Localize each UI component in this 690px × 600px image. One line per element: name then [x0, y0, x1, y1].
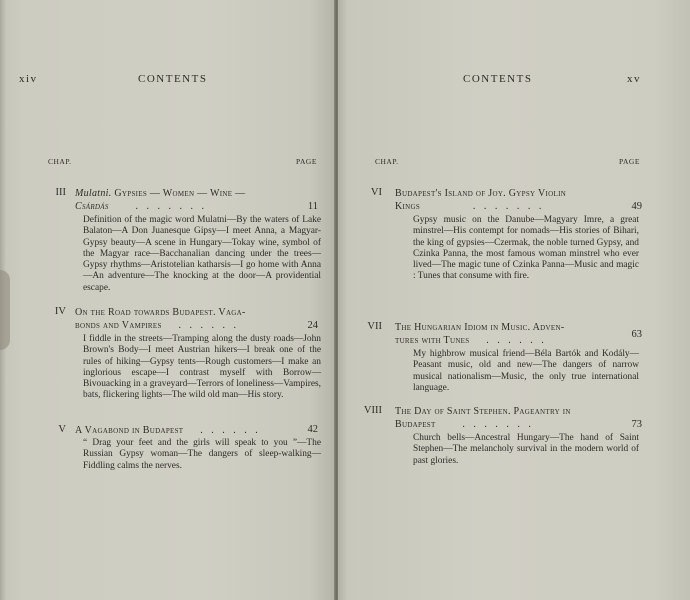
title-text: The Day of Saint Stephen. Pageantry in	[395, 406, 571, 417]
page-number: 63	[631, 329, 642, 340]
chapter-number: IV	[54, 306, 66, 317]
leader-dots: . . . . . .	[486, 335, 547, 346]
title-text: On the Road towards Budapest. Vaga-	[75, 307, 246, 318]
title-line2-italic: Csárdás	[75, 201, 109, 212]
chapter-title	[395, 321, 645, 347]
leader-dots: . . . . . . .	[462, 419, 534, 430]
page-number: 73	[631, 419, 642, 430]
chapter-number: III	[55, 187, 66, 198]
chapter-description: I fiddle in the streets—Tramping along the dusty roads—John Brown's Body—I meet Austrian hikers—I break one of the rules of hiking—Gypsy tents—Rough customers—I make an inglorious escape—I contrast myself with Borrow—Bivouacking in a graveyard—Terrors of loneliness—Vampires, bats, flickering lights—The wild old man—His story.	[83, 334, 321, 401]
left-folio: xiv	[19, 73, 38, 85]
title-text: A Vagabond in Budapest	[75, 425, 184, 436]
chapter-number: VIII	[363, 405, 382, 416]
right-running-head: CONTENTS	[463, 73, 533, 85]
page-number: 11	[307, 201, 318, 212]
leader-dots: . . . . . . .	[472, 201, 545, 212]
page-number: 42	[307, 424, 318, 435]
chapter-number: VI	[370, 187, 382, 198]
chapter-number: V	[58, 424, 66, 435]
title-line2: Kings	[395, 201, 421, 212]
left-chap-label: CHAP.	[48, 157, 72, 166]
title-line2: Budapest	[395, 419, 436, 430]
title-text: Budapest's Island of Joy. Gypsy Violin	[395, 188, 567, 199]
chapter-title	[75, 187, 321, 213]
page-number: 49	[631, 201, 642, 212]
chapter-title	[395, 405, 645, 431]
right-page	[338, 0, 690, 600]
page-edge-shadow	[0, 270, 10, 350]
chapter-description: Gypsy music on the Danube—Magyary Imre, a great minstrel—His contempt for nomads—His stories of Bihari, the king of gypsies—Czermak, the noble turned Gypsy, and Czinka Panna, the most famous woman minstrel who ever lived—The magic tune of Czinka Panna—Music and magic : Tunes that consume with fire.	[413, 215, 639, 282]
chapter-description: Definition of the magic word Mulatni—By the waters of Lake Balaton—A Don Juanesque Gipsy—I meet Anna, a Magyar-Gypsy beauty—A scene in Hungary—Tokay wine, symbol of the Magyar race—Bacchanalian dancing under the trees—Gypsy rhythms—Aristotelian katharsis—I go home with Anna—An adventure—The knocking at the door—A providential escape.	[83, 215, 321, 293]
title-italic: Mulatni.	[75, 188, 112, 199]
page-number: 24	[307, 320, 318, 331]
leader-dots: . . . . . .	[200, 425, 261, 436]
left-running-head: CONTENTS	[138, 73, 208, 85]
title-text: Gypsies — Women — Wine —	[114, 188, 246, 199]
left-page-label: PAGE	[296, 157, 317, 166]
title-text: The Hungarian Idiom in Music. Adven-	[395, 322, 565, 333]
chapter-number: VII	[367, 321, 382, 332]
chapter-description: My highbrow musical friend—Béla Bartók and Kodály—Peasant music, old and new—The dangers of narrow musical nationalism—Music, the only true international language.	[413, 349, 639, 393]
chapter-description: Church bells—Ancestral Hungary—The hand of Saint Stephen—The melancholy survival in the modern world of past glories.	[413, 433, 639, 466]
right-chap-label: CHAP.	[375, 157, 399, 166]
right-folio: xv	[627, 73, 641, 85]
title-line2: bonds and Vampires	[75, 320, 162, 331]
chapter-title	[75, 306, 321, 332]
leader-dots: . . . . . . .	[135, 201, 207, 212]
chapter-description: “ Drag your feet and the girls will speak to you ”—The Russian Gypsy woman—The dangers of sleep-walking—Fiddling calms the nerves.	[83, 438, 321, 471]
right-page-label: PAGE	[619, 157, 640, 166]
title-line2: tures with Tunes	[395, 335, 470, 346]
chapter-title	[395, 187, 645, 213]
leader-dots: . . . . . .	[178, 320, 239, 331]
left-page	[0, 0, 336, 600]
chapter-title	[75, 424, 315, 437]
